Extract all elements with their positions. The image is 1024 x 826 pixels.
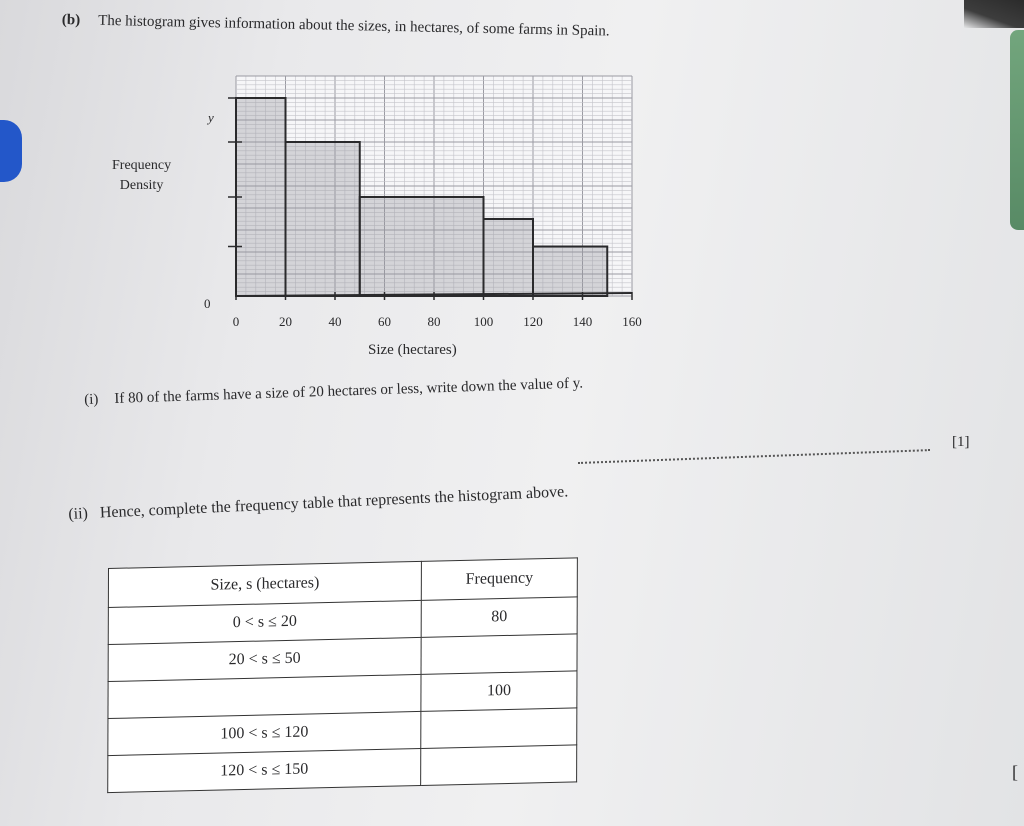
y-axis-label-line1: Frequency: [112, 158, 172, 173]
histogram-bar: [286, 142, 360, 296]
histogram-bar: [484, 219, 534, 296]
part-ii-label: (ii): [68, 505, 89, 523]
x-tick-label: 0: [232, 314, 240, 329]
part-i-label: (i): [84, 391, 99, 408]
x-tick-label: 120: [523, 314, 543, 329]
frequency-table-wrapper: [107, 557, 578, 793]
table-header-frequency: Frequency: [421, 558, 577, 601]
x-tick-label: 140: [572, 314, 593, 329]
histogram-bar: [533, 247, 607, 297]
table-header-size: Size, s (hectares): [108, 561, 421, 607]
y-marker-label: y: [208, 110, 214, 125]
y-origin-label: 0: [204, 296, 211, 311]
histogram-bar: [236, 98, 286, 296]
question-intro: The histogram gives information about the sizes, in hectares, of some farms in Spain.: [98, 12, 610, 40]
x-axis-title: Size (hectares): [368, 342, 457, 358]
x-tick-label: 100: [473, 314, 494, 329]
answer-line[interactable]: [578, 449, 930, 464]
frequency-table: [107, 557, 578, 793]
frequency-cell: 100: [421, 671, 577, 712]
size-cell: 100 < s ≤ 120: [108, 711, 421, 755]
x-tick-label: 60: [378, 314, 391, 329]
question-label: (b): [61, 12, 81, 29]
part-ii-marks: [: [1012, 762, 1018, 782]
y-axis-label: [112, 156, 171, 196]
part-ii-text: Hence, complete the frequency table that represents the histogram above.: [99, 483, 569, 522]
frequency-cell: 80: [421, 597, 577, 638]
part-i-marks: [1]: [952, 434, 970, 450]
part-i-text: If 80 of the farms have a size of 20 hectares or less, write down the value of y.: [114, 375, 584, 407]
y-axis-label-line2: Density: [119, 178, 164, 193]
histogram-bar: [360, 197, 484, 296]
x-tick-label: 80: [427, 314, 441, 329]
part-i-question: [84, 375, 583, 409]
size-cell: 20 < s ≤ 50: [108, 637, 421, 681]
frequency-cell[interactable]: [421, 708, 577, 749]
part-ii-question: [68, 483, 569, 524]
x-tick-label: 20: [279, 314, 292, 329]
x-tick-label: 40: [328, 314, 342, 329]
size-cell: 120 < s ≤ 150: [108, 748, 421, 792]
frequency-cell[interactable]: [421, 634, 577, 675]
frequency-cell[interactable]: [421, 745, 577, 786]
size-cell: 0 < s ≤ 20: [108, 600, 421, 644]
x-tick-label: 160: [622, 314, 642, 329]
